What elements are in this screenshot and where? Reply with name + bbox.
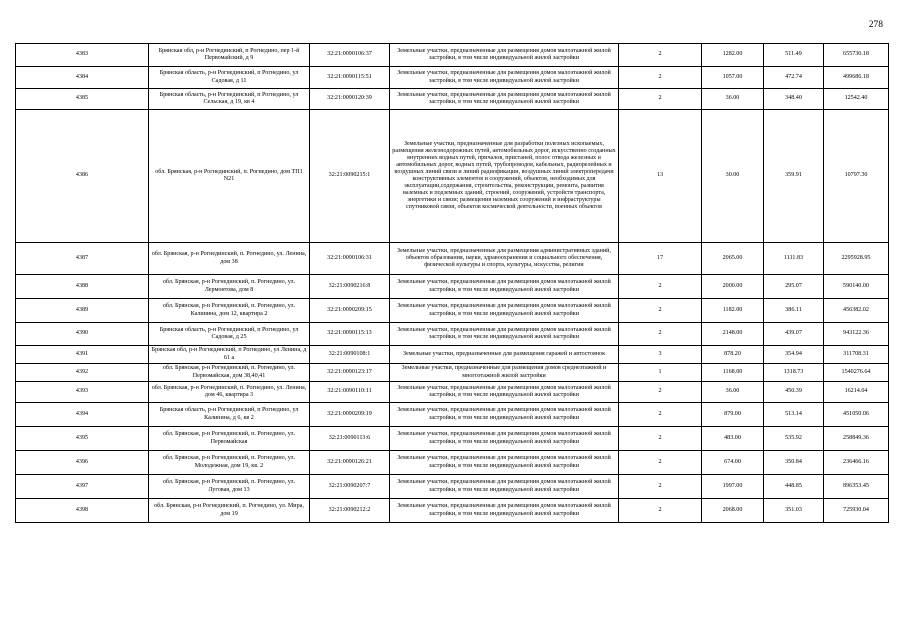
cadastral-number-cell: 32:21:0090110:11 bbox=[310, 382, 390, 403]
land-use-cell: Земельные участки, предназначенные для размещения домов малоэтажной жилой застройки, в том числе индивидуальной жилой застройки bbox=[390, 499, 619, 523]
group-number-cell: 13 bbox=[619, 110, 702, 243]
cadastral-value-cell: 896353.45 bbox=[824, 475, 889, 499]
cadastral-number-cell: 32:21:0090108:1 bbox=[310, 346, 390, 364]
address-cell: Брянская область, р-н Рогнединский, п Рогнедино, ул Сельская, д 19, кв 4 bbox=[149, 89, 310, 110]
unit-value-cell: 472.74 bbox=[764, 67, 824, 89]
table-row bbox=[16, 323, 889, 346]
table-row bbox=[16, 299, 889, 323]
row-number-cell: 4394 bbox=[16, 403, 149, 427]
address-cell: обл. Брянская, р-н Рогнединский, п. Рогнедино, ул. Первомайская bbox=[149, 427, 310, 451]
unit-value-cell: 359.91 bbox=[764, 110, 824, 243]
land-use-cell: Земельные участки, предназначенные для размещения домов малоэтажной жилой застройки, в том числе индивидуальной жилой застройки bbox=[390, 89, 619, 110]
table-row bbox=[16, 475, 889, 499]
group-number-cell: 2 bbox=[619, 451, 702, 475]
unit-value-cell: 351.03 bbox=[764, 499, 824, 523]
address-cell: обл. Брянская, р-н Рогнединский, п. Рогнедино, ул. Лермонтова, дом 8 bbox=[149, 275, 310, 299]
land-use-cell: Земельные участки, предназначенные для разработки полезных ископаемых, размещения железнодорожных путей, автомобильных дорог, искусственно созданных внутренних водных путей, причалов, пристаней, полос отвода железных и автомобильных дорог, водных путей, трубопроводов, кабельных, радиорелейных и воздушных линий связи и линий радиофикации, воздушных линий электропередачи конструктивных элементов и сооружений, объектов, необходимых для эксплуатации,содержания, строительства, реконструкции, ремонта, развития наземных и подземных зданий, строений, сооружений, устройств транспорта, энергетики и связи; размещения наземных сооружений и инфраструктуры спутниковой связи, объектов космической деятельности, военных объектов bbox=[390, 110, 619, 243]
area-cell: 1997.00 bbox=[702, 475, 764, 499]
unit-value-cell: 448.85 bbox=[764, 475, 824, 499]
address-cell: Брянская обл, р-н Рогнединский, п Рогнедино, ул Ленина, д 61 а bbox=[149, 346, 310, 364]
area-cell: 2065.00 bbox=[702, 243, 764, 275]
cadastral-value-cell: 16214.04 bbox=[824, 382, 889, 403]
group-number-cell: 17 bbox=[619, 243, 702, 275]
table-row bbox=[16, 346, 889, 364]
group-number-cell: 2 bbox=[619, 323, 702, 346]
area-cell: 1168.00 bbox=[702, 364, 764, 382]
table-row bbox=[16, 89, 889, 110]
group-number-cell: 2 bbox=[619, 89, 702, 110]
cadastral-number-cell: 32:21:0090207:7 bbox=[310, 475, 390, 499]
land-use-cell: Земельные участки, предназначенные для размещения домов малоэтажной жилой застройки, в том числе индивидуальной жилой застройки bbox=[390, 403, 619, 427]
address-cell: обл. Брянская, р-н Рогнединский, п. Рогнедино, ул. Первомайская, дом 38,40,41 bbox=[149, 364, 310, 382]
table-row bbox=[16, 275, 889, 299]
address-cell: обл. Брянская, р-н Рогнединский, п. Рогнедино, ул. Калинина, дом 12, квартира 2 bbox=[149, 299, 310, 323]
group-number-cell: 3 bbox=[619, 346, 702, 364]
unit-value-cell: 348.40 bbox=[764, 89, 824, 110]
cadastral-number-cell: 32:21:0090209:15 bbox=[310, 299, 390, 323]
address-cell: обл. Брянская, р-н Рогнединский, п. Рогнедино, дом ТП1 N21 bbox=[149, 110, 310, 243]
cadastral-number-cell: 32:21:0090106:31 bbox=[310, 243, 390, 275]
row-number-cell: 4390 bbox=[16, 323, 149, 346]
group-number-cell: 2 bbox=[619, 427, 702, 451]
area-cell: 674.00 bbox=[702, 451, 764, 475]
row-number-cell: 4389 bbox=[16, 299, 149, 323]
table-row bbox=[16, 364, 889, 382]
unit-value-cell: 1111.83 bbox=[764, 243, 824, 275]
page-number: 278 bbox=[868, 20, 883, 30]
cadastral-number-cell: 32:21:0090115:51 bbox=[310, 67, 390, 89]
land-use-cell: Земельные участки, предназначенные для размещения домов малоэтажной жилой застройки, в том числе индивидуальной жилой застройки bbox=[390, 67, 619, 89]
unit-value-cell: 386.11 bbox=[764, 299, 824, 323]
cadastral-value-cell: 10797.30 bbox=[824, 110, 889, 243]
group-number-cell: 2 bbox=[619, 67, 702, 89]
row-number-cell: 4386 bbox=[16, 110, 149, 243]
cadastral-value-cell: 1540276.64 bbox=[824, 364, 889, 382]
cadastral-value-cell: 943122.36 bbox=[824, 323, 889, 346]
land-use-cell: Земельные участки, предназначенные для размещения домов малоэтажной жилой застройки, в том числе индивидуальной жилой застройки bbox=[390, 323, 619, 346]
table-row bbox=[16, 243, 889, 275]
address-cell: Брянская обл, р-н Рогнединский, п Рогнедино, пер 1-й Первомайский, д 9 bbox=[149, 44, 310, 67]
land-use-cell: Земельные участки, предназначенные для размещения домов среднеэтажной и многоэтажной жилой застройки bbox=[390, 364, 619, 382]
cadastral-number-cell: 32:21:0090123:17 bbox=[310, 364, 390, 382]
table-row bbox=[16, 499, 889, 523]
unit-value-cell: 535.92 bbox=[764, 427, 824, 451]
table-row bbox=[16, 110, 889, 243]
address-cell: Брянская область, р-н Рогнединский, п Рогнедино, ул Калинина, д 6, кв 2 bbox=[149, 403, 310, 427]
group-number-cell: 2 bbox=[619, 382, 702, 403]
unit-value-cell: 354.94 bbox=[764, 346, 824, 364]
group-number-cell: 2 bbox=[619, 275, 702, 299]
cadastral-value-cell: 725930.04 bbox=[824, 499, 889, 523]
cadastral-value-cell: 2295928.95 bbox=[824, 243, 889, 275]
row-number-cell: 4396 bbox=[16, 451, 149, 475]
cadastral-value-cell: 236466.16 bbox=[824, 451, 889, 475]
cadastral-value-cell: 451050.06 bbox=[824, 403, 889, 427]
area-cell: 30.00 bbox=[702, 110, 764, 243]
land-use-cell: Земельные участки, предназначенные для размещения административных зданий, объектов образования, науки, здравоохранения и социального обеспечения, физической культуры и спорта, культуры, искусства, религии bbox=[390, 243, 619, 275]
unit-value-cell: 513.14 bbox=[764, 403, 824, 427]
land-use-cell: Земельные участки, предназначенные для размещения домов малоэтажной жилой застройки, в том числе индивидуальной жилой застройки bbox=[390, 427, 619, 451]
row-number-cell: 4383 bbox=[16, 44, 149, 67]
land-use-cell: Земельные участки, предназначенные для размещения домов малоэтажной жилой застройки, в том числе индивидуальной жилой застройки bbox=[390, 451, 619, 475]
area-cell: 2068.00 bbox=[702, 499, 764, 523]
row-number-cell: 4384 bbox=[16, 67, 149, 89]
row-number-cell: 4397 bbox=[16, 475, 149, 499]
table-row bbox=[16, 427, 889, 451]
group-number-cell: 2 bbox=[619, 403, 702, 427]
area-cell: 1182.00 bbox=[702, 299, 764, 323]
row-number-cell: 4398 bbox=[16, 499, 149, 523]
table-row bbox=[16, 44, 889, 67]
row-number-cell: 4391 bbox=[16, 346, 149, 364]
land-use-cell: Земельные участки, предназначенные для размещения домов малоэтажной жилой застройки, в том числе индивидуальной жилой застройки bbox=[390, 475, 619, 499]
table-row bbox=[16, 403, 889, 427]
row-number-cell: 4393 bbox=[16, 382, 149, 403]
address-cell: Брянская область, р-н Рогнединский, п Рогнедино, ул Садовая, д 11 bbox=[149, 67, 310, 89]
row-number-cell: 4385 bbox=[16, 89, 149, 110]
cadastral-value-cell: 590140.00 bbox=[824, 275, 889, 299]
unit-value-cell: 295.07 bbox=[764, 275, 824, 299]
cadastral-number-cell: 32:21:0090126:21 bbox=[310, 451, 390, 475]
cadastral-value-cell: 311708.31 bbox=[824, 346, 889, 364]
group-number-cell: 2 bbox=[619, 44, 702, 67]
cadastral-value-cell: 12542.40 bbox=[824, 89, 889, 110]
group-number-cell: 2 bbox=[619, 499, 702, 523]
row-number-cell: 4387 bbox=[16, 243, 149, 275]
area-cell: 1282.00 bbox=[702, 44, 764, 67]
area-cell: 36.00 bbox=[702, 89, 764, 110]
land-use-cell: Земельные участки, предназначенные для размещения гаражей и автостоянок bbox=[390, 346, 619, 364]
cadastral-number-cell: 32:21:0090120:39 bbox=[310, 89, 390, 110]
unit-value-cell: 350.84 bbox=[764, 451, 824, 475]
area-cell: 879.00 bbox=[702, 403, 764, 427]
unit-value-cell: 511.49 bbox=[764, 44, 824, 67]
row-number-cell: 4395 bbox=[16, 427, 149, 451]
address-cell: Брянская область, р-н Рогнединский, п Рогнедино, ул Садовая, д 25 bbox=[149, 323, 310, 346]
address-cell: обл. Брянская, р-н Рогнединский, п. Рогнедино, ул. Молодежная, дом 19, кв. 2 bbox=[149, 451, 310, 475]
land-use-cell: Земельные участки, предназначенные для размещения домов малоэтажной жилой застройки, в том числе индивидуальной жилой застройки bbox=[390, 44, 619, 67]
cadastral-number-cell: 32:21:0090106:37 bbox=[310, 44, 390, 67]
address-cell: обл. Брянская, р-н Рогнединский, п. Рогнедино, ул. Ленина, дом 38 bbox=[149, 243, 310, 275]
land-use-cell: Земельные участки, предназначенные для размещения домов малоэтажной жилой застройки, в том числе индивидуальной жилой застройки bbox=[390, 275, 619, 299]
table-row bbox=[16, 451, 889, 475]
unit-value-cell: 1318.73 bbox=[764, 364, 824, 382]
cadastral-number-cell: 32:21:0090215:1 bbox=[310, 110, 390, 243]
land-use-cell: Земельные участки, предназначенные для размещения домов малоэтажной жилой застройки, в том числе индивидуальной жилой застройки bbox=[390, 299, 619, 323]
cadastral-number-cell: 32:21:0090212:2 bbox=[310, 499, 390, 523]
cadastral-value-cell: 499686.18 bbox=[824, 67, 889, 89]
area-cell: 1057.00 bbox=[702, 67, 764, 89]
cadastral-number-cell: 32:21:0090209:19 bbox=[310, 403, 390, 427]
cadastral-value-cell: 456382.02 bbox=[824, 299, 889, 323]
area-cell: 36.00 bbox=[702, 382, 764, 403]
cadastral-number-cell: 32:21:0090216:8 bbox=[310, 275, 390, 299]
area-cell: 878.20 bbox=[702, 346, 764, 364]
area-cell: 483.00 bbox=[702, 427, 764, 451]
group-number-cell: 2 bbox=[619, 299, 702, 323]
cadastral-value-cell: 655730.18 bbox=[824, 44, 889, 67]
address-cell: обл. Брянская, р-н Рогнединский, п. Рогнедино, ул. Луговая, дом 13 bbox=[149, 475, 310, 499]
area-cell: 2000.00 bbox=[702, 275, 764, 299]
unit-value-cell: 439.07 bbox=[764, 323, 824, 346]
row-number-cell: 4392 bbox=[16, 364, 149, 382]
table-body bbox=[16, 44, 889, 523]
group-number-cell: 2 bbox=[619, 475, 702, 499]
group-number-cell: 1 bbox=[619, 364, 702, 382]
address-cell: обл. Брянская, р-н Рогнединский, п. Рогнедино, ул. Мира, дом 19 bbox=[149, 499, 310, 523]
table-row bbox=[16, 67, 889, 89]
land-use-cell: Земельные участки, предназначенные для размещения домов малоэтажной жилой застройки, в том числе индивидуальной жилой застройки bbox=[390, 382, 619, 403]
unit-value-cell: 450.39 bbox=[764, 382, 824, 403]
table-row bbox=[16, 382, 889, 403]
area-cell: 2148.00 bbox=[702, 323, 764, 346]
land-registry-table bbox=[15, 43, 889, 523]
cadastral-value-cell: 258849.36 bbox=[824, 427, 889, 451]
address-cell: обл. Брянская, р-н Рогнединский, п. Рогнедино, ул. Ленина, дом 46, квартира 3 bbox=[149, 382, 310, 403]
cadastral-number-cell: 32:21:0090115:13 bbox=[310, 323, 390, 346]
row-number-cell: 4388 bbox=[16, 275, 149, 299]
cadastral-number-cell: 32:21:0090113:6 bbox=[310, 427, 390, 451]
